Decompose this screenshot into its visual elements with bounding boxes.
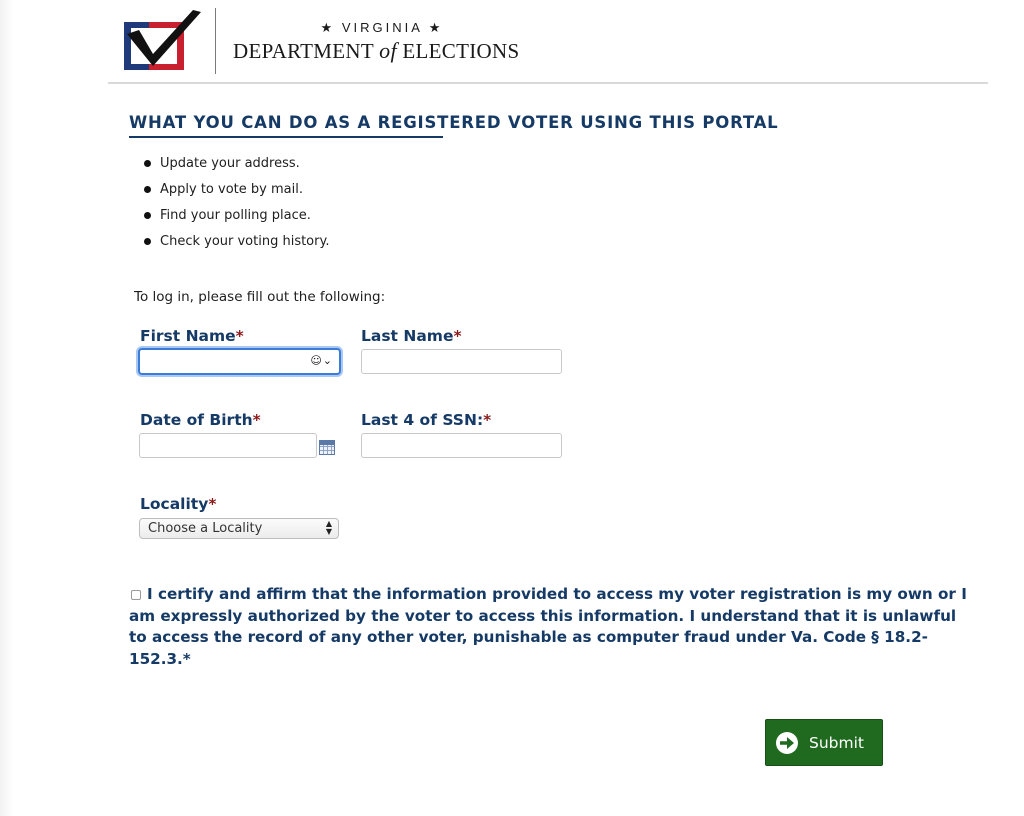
login-instructions: To log in, please fill out the following:: [134, 289, 386, 305]
ssn-label: Last 4 of SSN:*: [361, 411, 492, 429]
select-arrows-icon: ▲ ▼: [325, 519, 332, 536]
first-name-label: First Name*: [140, 327, 244, 345]
autofill-contact-icon[interactable]: ☺⌄: [310, 354, 333, 367]
feature-list: [160, 152, 329, 256]
list-item: Check your voting history.: [160, 230, 329, 256]
list-item: Update your address.: [160, 152, 329, 178]
page-title: WHAT YOU CAN DO AS A REGISTERED VOTER USING THIS PORTAL: [129, 113, 779, 132]
certify-checkbox[interactable]: [131, 590, 141, 600]
elections-logo: [123, 8, 203, 72]
brand-state: ★ VIRGINIA ★: [320, 20, 444, 35]
first-name-field[interactable]: [138, 348, 341, 375]
logo-divider: [215, 8, 216, 74]
last-name-field[interactable]: [361, 349, 562, 374]
page-left-edge: [0, 0, 14, 816]
locality-select[interactable]: [139, 518, 339, 539]
header-divider: [108, 82, 988, 84]
certify-statement: I certify and affirm that the information provided to access my voter registration is my own or I am expressly authorized by the voter to access this information. I understand that it is unlawful to access the record of any other voter, punishable as computer fraud under Va. Code § 18.2-152.3.*: [129, 585, 967, 668]
list-item: Apply to vote by mail.: [160, 178, 329, 204]
dob-label: Date of Birth*: [140, 411, 261, 429]
brand-title: DEPARTMENT of ELECTIONS: [233, 38, 520, 63]
submit-button[interactable]: [765, 719, 883, 766]
ssn-field[interactable]: [361, 433, 562, 458]
submit-label: Submit: [809, 733, 864, 752]
list-item: Find your polling place.: [160, 204, 329, 230]
heading-underline: [129, 136, 443, 138]
arrow-right-icon: [775, 731, 799, 755]
last-name-label: Last Name*: [361, 327, 462, 345]
dob-field[interactable]: [139, 433, 317, 458]
locality-selected-value: Choose a Locality: [148, 521, 263, 536]
calendar-icon[interactable]: [319, 440, 335, 455]
locality-label: Locality*: [140, 495, 217, 513]
